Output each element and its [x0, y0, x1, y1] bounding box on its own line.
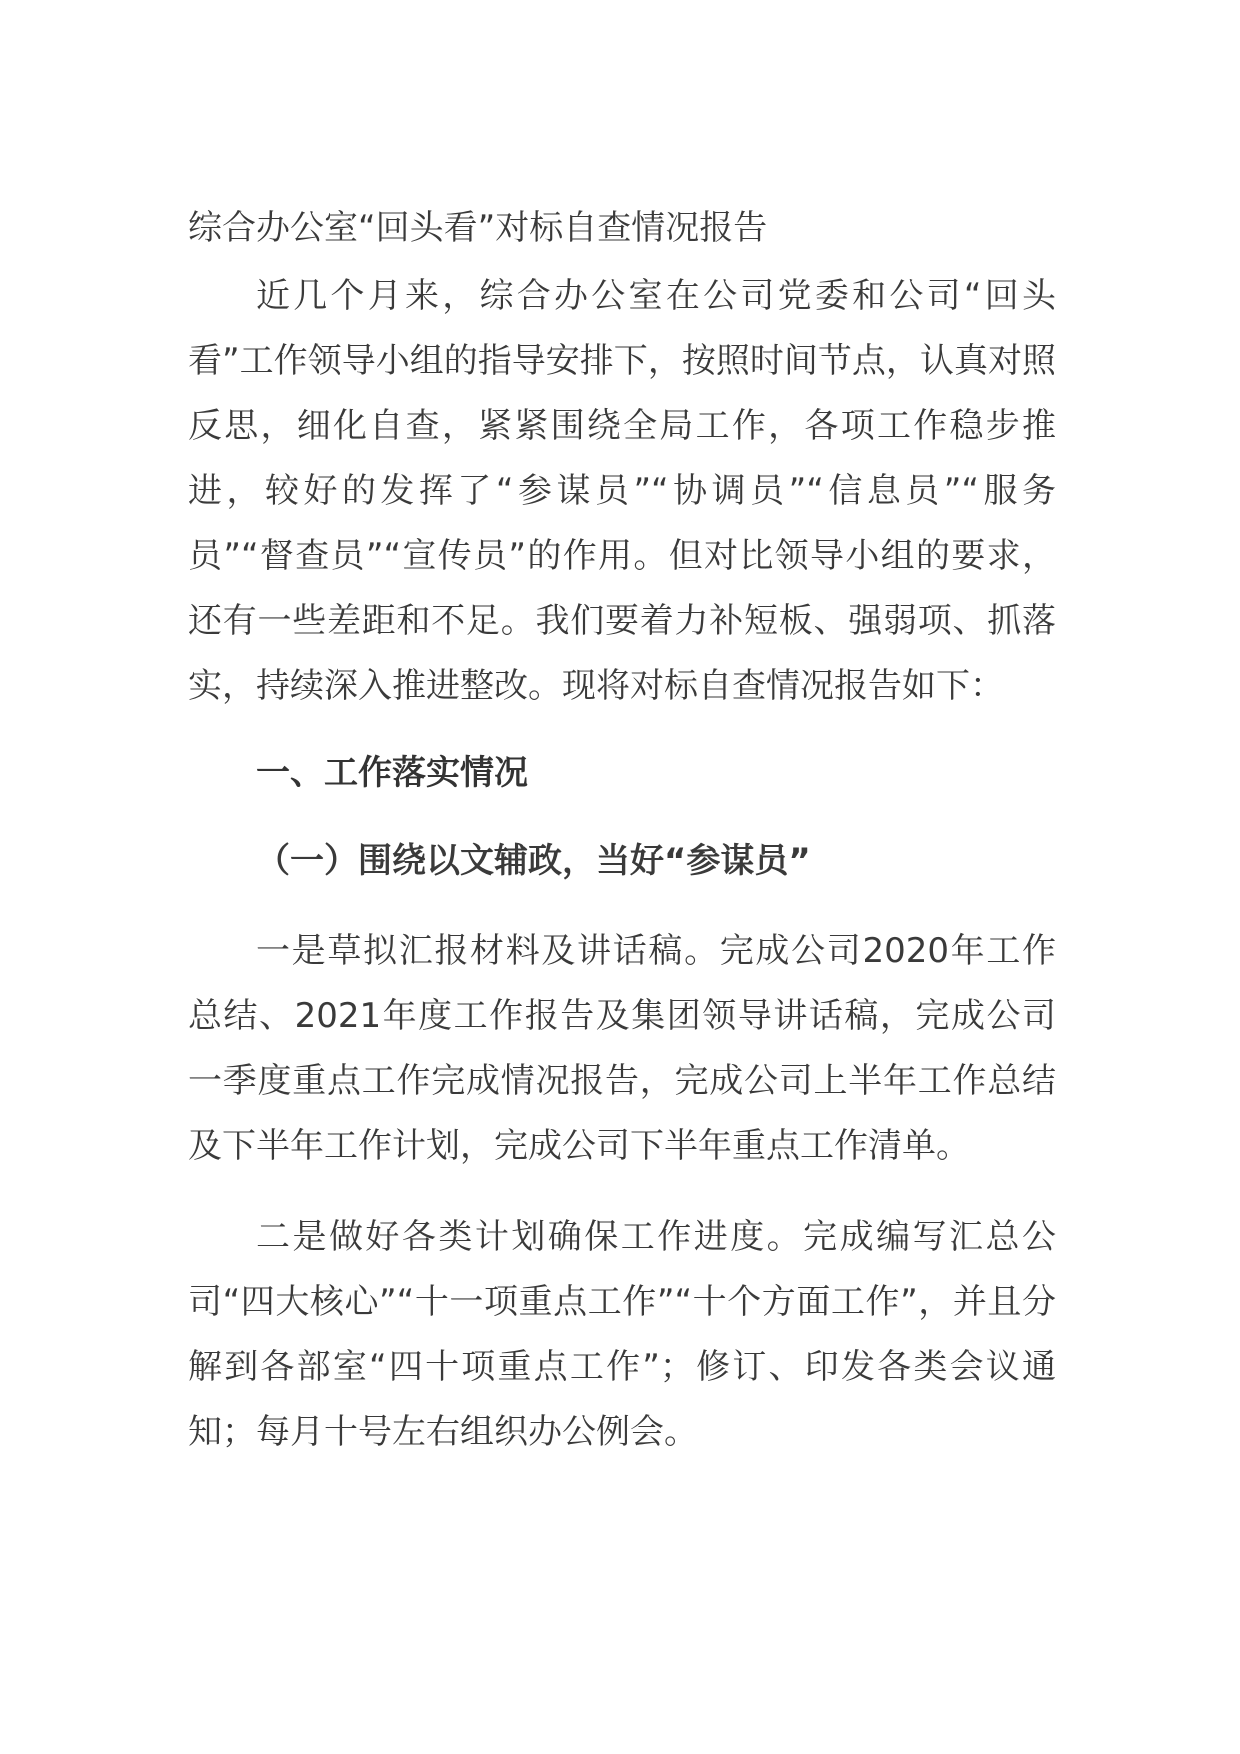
body-paragraph-2: 二是做好各类计划确保工作进度。完成编写汇总公司“四大核心”“十一项重点工作”“十个方面工作”，并且分解到各部室“四十项重点工作”；修订、印发各类会议通知；每月十号左右组织办公例会。 — [188, 1217, 1056, 1452]
body-paragraph-1: 一是草拟汇报材料及讲话稿。完成公司2020年工作总结、2021年度工作报告及集团领导讲话稿，完成公司一季度重点工作完成情况报告，完成公司上半年工作总结及下半年工作计划，完成公司下半年重点工作清单。 — [188, 931, 1056, 1166]
subsection-heading: （一）围绕以文辅政，当好“参谋员” — [256, 841, 811, 881]
document-title: 综合办公室“回头看”对标自查情况报告 — [188, 208, 768, 248]
intro-paragraph: 近几个月来，综合办公室在公司党委和公司“回头看”工作领导小组的指导安排下，按照时间节点，认真对照反思，细化自查，紧紧围绕全局工作，各项工作稳步推进，较好的发挥了“参谋员”“协调员”“信息员”“服务员”“督查员”“宣传员”的作用。但对比领导小组的要求，还有一些差距和不足。我们要着力补短板、强弱项、抓落实，持续深入推进整改。现将对标自查情况报告如下： — [188, 276, 1056, 706]
section-heading: 一、工作落实情况 — [256, 753, 528, 793]
document-page — [188, 198, 1056, 1465]
